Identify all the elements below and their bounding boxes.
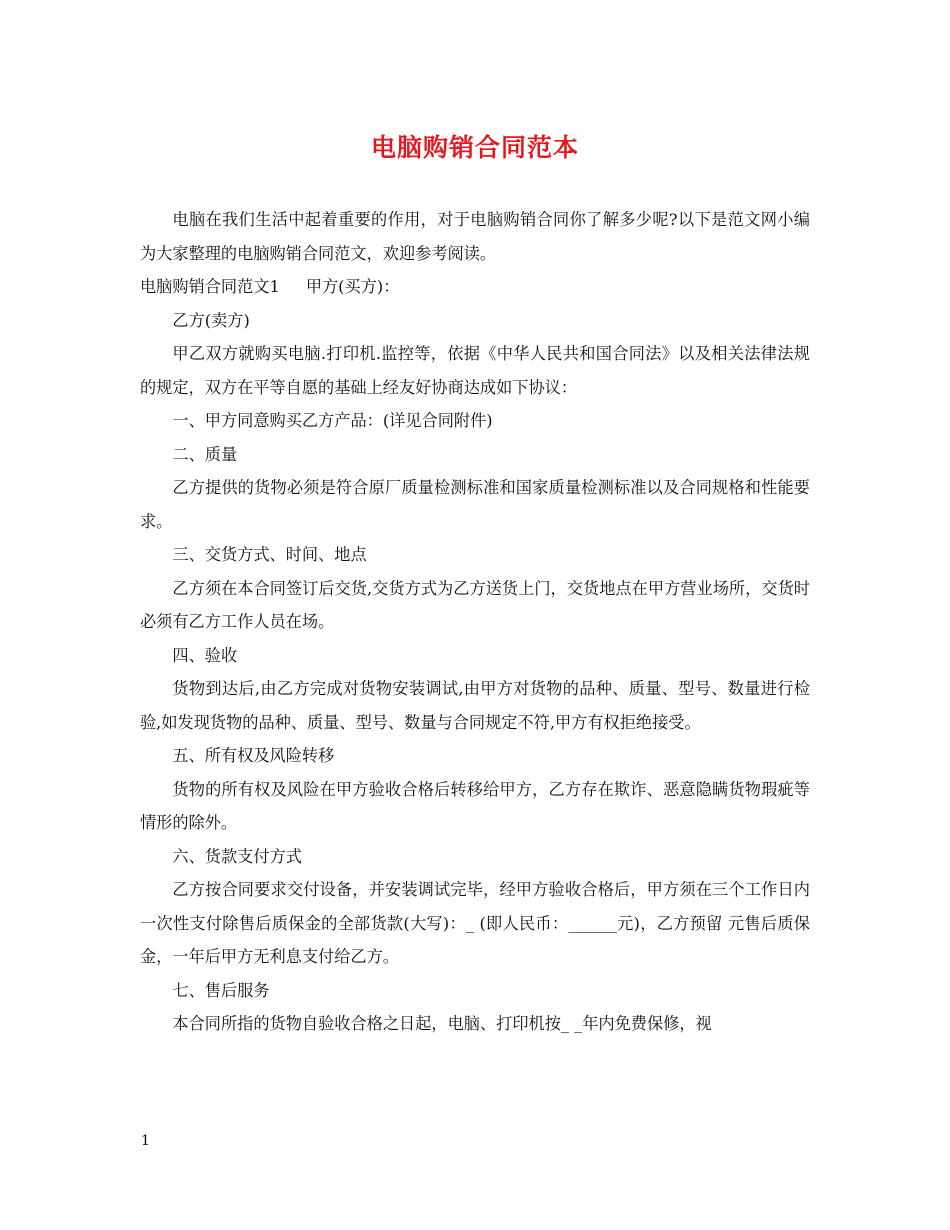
document-title: 电脑购销合同范本	[370, 133, 579, 162]
clause-7-text: 本合同所指的货物自验收合格之日起，电脑、打印机按_ _年内免费保修，视	[172, 1014, 712, 1033]
party-b-label: 乙方(卖方)	[172, 310, 250, 330]
clause-1-heading: 一、甲方同意购买乙方产品：(详见合同附件)	[172, 411, 493, 430]
clause-3-text: 乙方须在本合同签订后交货,交货方式为乙方送货上门，交货地点在甲方营业场所，交货时必须有乙方工作人员在场。	[140, 578, 810, 631]
party-a-label: 甲方(买方)：	[305, 277, 400, 296]
clause-5-text: 货物的所有权及风险在甲方验收合格后转移给甲方，乙方存在欺诈、恶意隐瞒货物瑕疵等情形的除外。	[140, 779, 810, 832]
preamble-paragraph: 甲乙双方就购买电脑.打印机.监控等，依据《中华人民共和国合同法》以及相关法律法规的规定，双方在平等自愿的基础上经友好协商达成如下协议：	[140, 344, 810, 397]
clause-5-heading: 五、所有权及风险转移	[172, 746, 335, 765]
clause-4-text: 货物到达后,由乙方完成对货物安装调试,由甲方对货物的品种、质量、型号、数量进行检验,如发现货物的品种、质量、型号、数量与合同规定不符,甲方有权拒绝接受。	[140, 679, 810, 732]
contract-heading: 电脑购销合同范文1	[140, 277, 280, 296]
contract-heading-line	[140, 270, 810, 304]
intro-paragraph: 电脑在我们生活中起着重要的作用，对于电脑购销合同你了解多少呢?以下是范文网小编为大家整理的电脑购销合同范文，欢迎参考阅读。	[140, 210, 810, 263]
clause-2-text: 乙方提供的货物必须是符合原厂质量检测标准和国家质量检测标准以及合同规格和性能要求。	[140, 478, 810, 531]
clause-7-heading: 七、售后服务	[172, 980, 270, 1000]
clause-2-heading: 二、质量	[172, 444, 238, 464]
clause-6-text: 乙方按合同要求交付设备，并安装调试完毕，经甲方验收合格后，甲方须在三个工作日内一次性支付除售后质保金的全部货款(大写)：_ (即人民币：______元)，乙方预留 元售后质保金，一年后甲方无利息支付给乙方。	[140, 880, 810, 966]
clause-3-heading: 三、交货方式、时间、地点	[172, 545, 367, 564]
page-number: 1	[141, 1133, 150, 1149]
clause-4-heading: 四、验收	[172, 645, 238, 665]
clause-6-heading: 六、货款支付方式	[172, 846, 302, 866]
document-body	[140, 203, 810, 1041]
